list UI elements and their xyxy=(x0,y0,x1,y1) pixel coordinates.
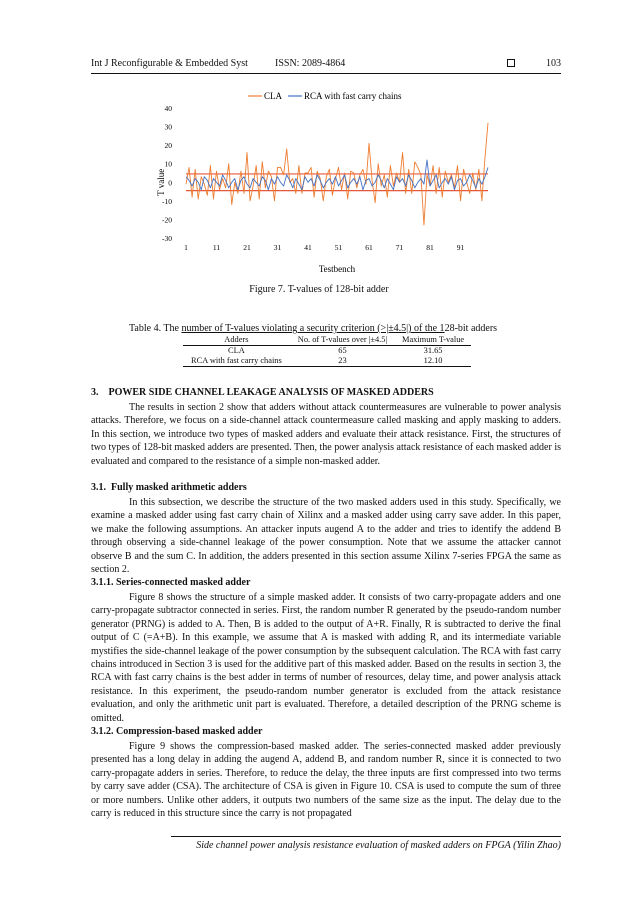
table-header-cell: Adders xyxy=(224,335,249,344)
footer-rule xyxy=(171,836,561,837)
table-caption xyxy=(129,323,497,334)
x-tick-label: 61 xyxy=(365,243,373,252)
journal-name: Int J Reconfigurable & Embedded Syst xyxy=(91,58,248,69)
t-value-chart xyxy=(150,86,490,276)
y-tick-label: 30 xyxy=(164,122,172,132)
table-caption-suffix: 28-bit adders xyxy=(444,323,498,334)
adder-table xyxy=(183,335,471,367)
x-tick-label: 1 xyxy=(184,243,188,252)
x-tick-label: 41 xyxy=(304,243,312,252)
section-3-1-heading: 3.1. Fully masked arithmetic adders xyxy=(91,482,247,493)
x-tick-label: 71 xyxy=(395,243,404,252)
table-header-cell: Maximum T-value xyxy=(402,335,465,344)
section-3-1-paragraph: In this subsection, we describe the structure of the two masked adders used in this study. Specifically, we examine a masked adder using fast carry chain of Xilinx and a masked adder using carry save adder. In this paper, we make the following assumptions. An attacker inputs augend A to the adder and tries to identify the addend B through observing a side-channel leakage of the power consumption. Note that we assume the attacker cannot observe B and the sum C. In addition, the adders presented in this section assume Xilinx 7-series FPGA the same as section 2. xyxy=(91,497,561,576)
x-tick-label: 31 xyxy=(273,243,282,252)
table-row xyxy=(183,346,471,357)
table-header-row xyxy=(183,335,471,346)
table-cell: CLA xyxy=(228,346,245,355)
y-tick-label: 40 xyxy=(164,104,172,113)
x-tick-label: 51 xyxy=(334,243,343,252)
table-row xyxy=(183,356,471,367)
table-caption-prefix: Table 4. The xyxy=(129,323,182,334)
section-3-1-2-heading: 3.1.2. Compression-based masked adder xyxy=(91,726,263,737)
x-tick-label: 91 xyxy=(456,243,465,252)
y-tick-label: -30 xyxy=(162,234,172,243)
table-cell: 23 xyxy=(338,356,347,365)
series-line-rca xyxy=(186,160,488,190)
table-cell: 65 xyxy=(338,346,347,355)
x-tick-label: 21 xyxy=(243,243,251,252)
legend-label: CLA xyxy=(264,91,282,101)
section-3-1-1-paragraph: Figure 8 shows the structure of a simple masked adder. It consists of two carry-propagate adders and one carry-propagate subtractor connected in series. First, the random number R generated by the pseudo-random number generator (PRNG) is added to A. Then, B is added to the output of A+R. Finally, R is subtracted to derive the final output of C (=A+B). In this example, we assume that A is masked with adding R, and its intermediate variable mystifies the side-channel leakage of the power consumption by the subsequent calculation. The RCA with fast carry chains introduced in Section 3 is used for the additive part of this masked adder. Based on the results in section 3, the RCA with fast carry chains is the best adder in terms of number of resources, delay time, and power analysis attack resistance. In this experiment, the pseudo-random number generator is excluded from the attack resistance evaluation, and only the arithmetic unit part is evaluated. Therefore, a detailed description of the PRNG scheme is omitted. xyxy=(91,592,561,724)
y-tick-label: 20 xyxy=(164,141,172,151)
table-cell: 31.65 xyxy=(423,346,443,355)
table-cell: 12.10 xyxy=(423,356,443,365)
page-footer: Side channel power analysis resistance evaluation of masked adders on FPGA (Yilin Zhao) xyxy=(196,840,561,851)
section-3-1-2-paragraph: Figure 9 shows the compression-based masked adder. The series-connected masked adder previously presented has a long delay in adding the augend A, addend B, and random number R, since it is connected to two carry-propagate adders in series. Therefore, to reduce the delay, the three inputs are first compressed into two terms by carry save adder (CSA). The architecture of CSA is given in Figure 10. CSA is used to compute the sum of three or more numbers. Unlike other adders, it outputs two numbers of the same size as the input. The delay due to the carry is reduced in this structure since the carry is not propagated xyxy=(91,741,561,820)
legend-label: RCA with fast carry chains xyxy=(304,91,402,101)
y-tick-label: 0 xyxy=(168,178,172,188)
x-tick-label: 81 xyxy=(426,243,434,252)
y-tick-label: -20 xyxy=(162,215,172,225)
x-axis-label: Testbench xyxy=(318,264,356,274)
figure-caption: Figure 7. T-values of 128-bit adder xyxy=(249,284,389,295)
y-axis-label: T value xyxy=(156,168,166,196)
section-3-heading: 3. POWER SIDE CHANNEL LEAKAGE ANALYSIS OF MASKED ADDERS xyxy=(91,387,434,398)
table-header-cell: No. of T-values over |±4.5| xyxy=(297,335,388,344)
table-caption-underlined: number of T-values violating a security criterion (>|±4.5|) of the 1 xyxy=(181,323,445,334)
x-tick-label: 11 xyxy=(212,243,221,252)
page-header xyxy=(91,58,561,72)
header-rule xyxy=(91,73,561,74)
issn: ISSN: 2089-4864 xyxy=(275,58,346,69)
checkbox-square-icon xyxy=(507,59,515,67)
y-tick-label: -10 xyxy=(162,196,172,206)
table-cell: RCA with fast carry chains xyxy=(191,356,282,365)
page-number: 103 xyxy=(546,58,561,69)
y-tick-label: 10 xyxy=(164,159,172,169)
section-3-1-1-heading: 3.1.1. Series-connected masked adder xyxy=(91,577,251,588)
section-3-paragraph: The results in section 2 show that adders without attack countermeasures are vulnerable to power analysis attacks. Therefore, we focus on a side-channel attack countermeasure called masking and apply masking to adders. In this section, we introduce two types of masked adders and evaluate their attack resistance. First, the structures of two types of 128-bit masked adders are presented. Then, the power analysis attack resistance of each masked adder is evaluated and compared to the resistance of a simple non-masked adder. xyxy=(91,402,561,467)
